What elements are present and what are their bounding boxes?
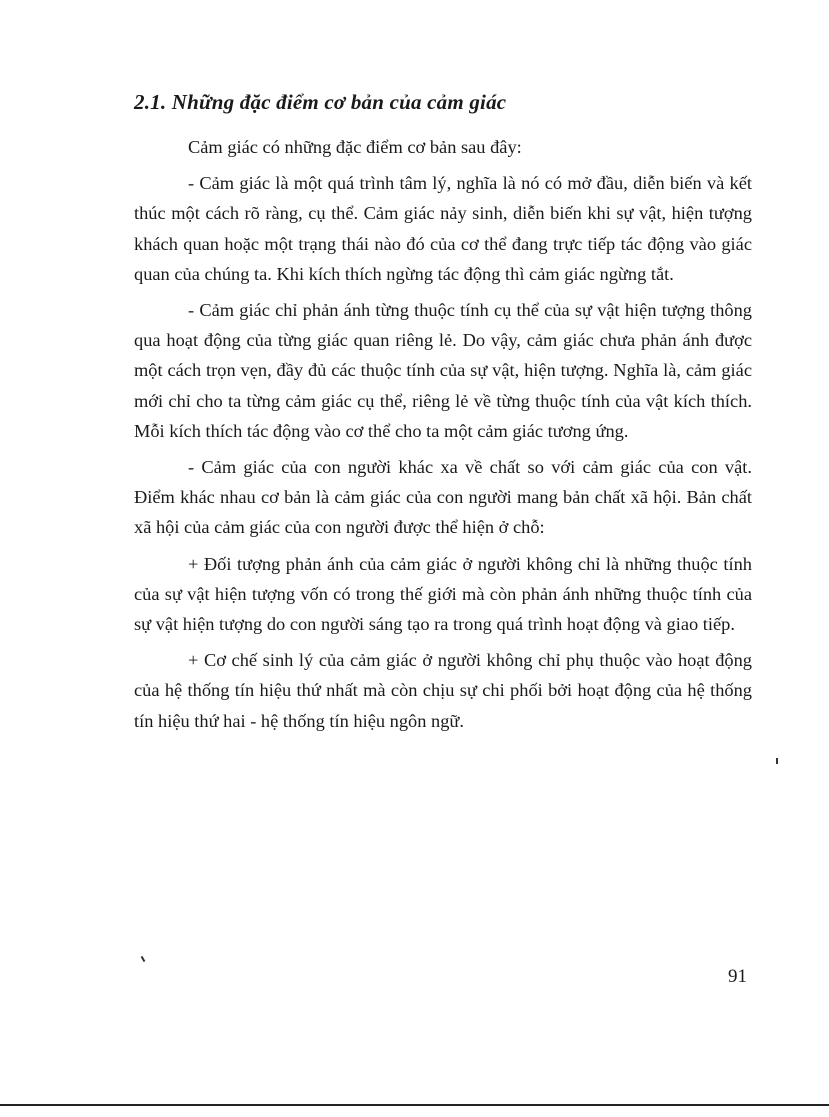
section-heading: 2.1. Những đặc điểm cơ bản của cảm giác [134, 90, 507, 114]
paragraph-process: - Cảm giác là một quá trình tâm lý, nghĩa là nó có mở đầu, diễn biến và kết thúc một cách rõ ràng, cụ thể. Cảm giác nảy sinh, diễn biến khi sự vật, hiện tượng khách quan hoặc một trạng thái nào đó của cơ thể đang trực tiếp tác động vào giác quan của chúng ta. Khi kích thích ngừng tác động thì cảm giác ngừng tắt. [134, 173, 752, 284]
paragraph-single-attribute: - Cảm giác chỉ phản ánh từng thuộc tính cụ thể của sự vật hiện tượng thông qua hoạt động của từng giác quan riêng lẻ. Do vậy, cảm giác chưa phản ánh được một cách trọn vẹn, đầy đủ các thuộc tính của sự vật, hiện tượng. Nghĩa là, cảm giác mới chỉ cho ta từng cảm giác cụ thể, riêng lẻ về từng thuộc tính của vật kích thích. Mỗi kích thích tác động vào cơ thể cho ta một cảm giác tương ứng. [134, 300, 752, 441]
scan-speck [141, 956, 146, 962]
page-number: 91 [728, 966, 747, 987]
paragraph-object-of-reflection: + Đối tượng phản ánh của cảm giác ở người không chỉ là những thuộc tính của sự vật hiện tượng vốn có trong thế giới mà còn phản ánh những thuộc tính của sự vật hiện tượng do con người sáng tạo ra trong quá trình hoạt động và giao tiếp. [134, 553, 752, 635]
body-text [134, 132, 752, 742]
paragraph-physiological-mechanism: + Cơ chế sinh lý của cảm giác ở người không chỉ phụ thuộc vào hoạt động của hệ thống tín hiệu thứ nhất mà còn chịu sự chi phối bởi hoạt động của hệ thống tín hiệu thứ hai - hệ thống tín hiệu ngôn ngữ. [134, 650, 752, 731]
page-bottom-rule [0, 1104, 829, 1106]
intro-paragraph: Cảm giác có những đặc điểm cơ bản sau đây: [188, 137, 522, 157]
scan-speck [776, 758, 778, 764]
paragraph-human-vs-animal: - Cảm giác của con người khác xa về chất so với cảm giác của con vật. Điểm khác nhau cơ bản là cảm giác của con người mang bản chất xã hội. Bản chất xã hội của cảm giác của con người được thể hiện ở chỗ: [134, 457, 752, 538]
